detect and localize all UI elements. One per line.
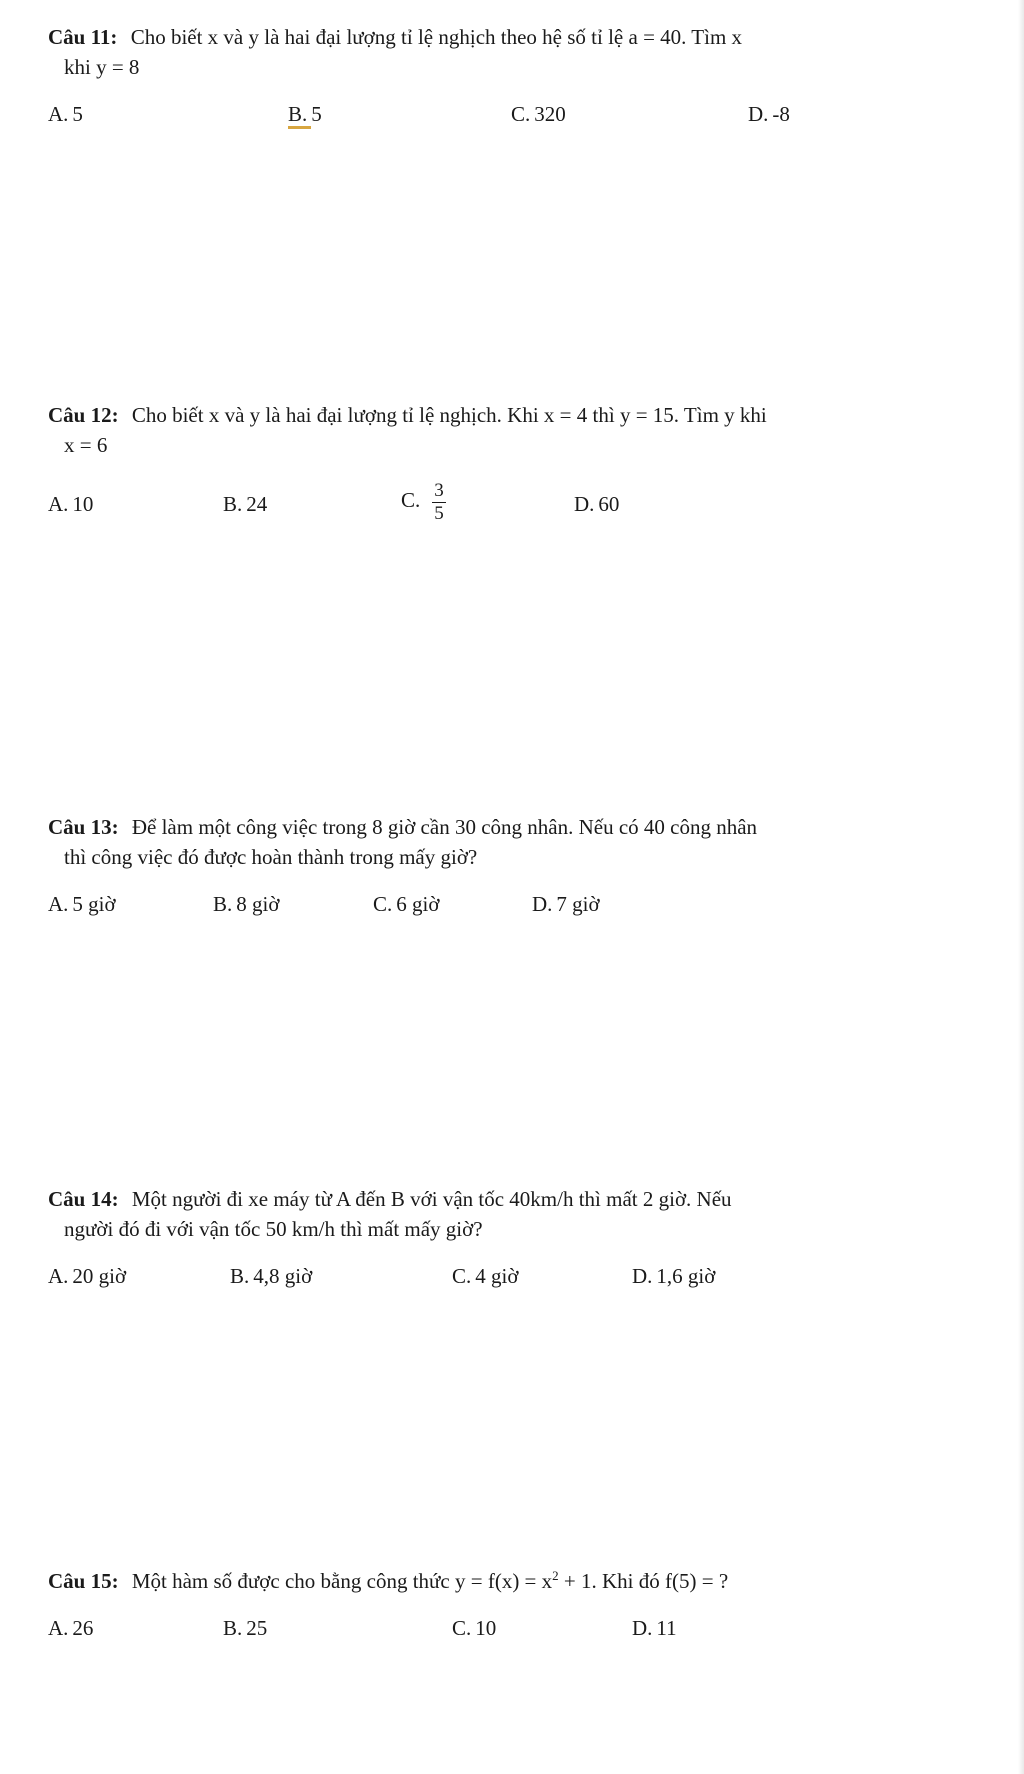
option-value: 24 (246, 492, 268, 516)
option-value: 4,8 giờ (253, 1264, 313, 1288)
option-letter: A. (48, 1616, 69, 1640)
option-b[interactable] (230, 1264, 312, 1289)
question-label: Câu 13: (48, 815, 119, 839)
option-value: 10 (475, 1616, 497, 1640)
option-letter: C. (373, 892, 393, 916)
option-letter: D. (574, 492, 595, 516)
option-c[interactable] (452, 1264, 518, 1289)
answer-options (48, 1616, 978, 1656)
option-letter: B. (288, 102, 308, 126)
option-c[interactable] (511, 102, 566, 127)
option-c[interactable] (452, 1616, 496, 1641)
answer-options (48, 892, 978, 932)
option-c[interactable] (373, 892, 439, 917)
option-letter: A. (48, 1264, 69, 1288)
question-11 (48, 22, 978, 142)
option-letter: B. (223, 492, 243, 516)
option-value: 20 giờ (72, 1264, 127, 1288)
option-value: 320 (534, 102, 566, 126)
option-value: 10 (72, 492, 94, 516)
option-b[interactable] (288, 102, 322, 127)
option-value: 7 giờ (556, 892, 600, 916)
option-letter: C. (452, 1616, 472, 1640)
page-edge-shadow (1018, 0, 1024, 1774)
option-d[interactable] (574, 492, 619, 517)
option-letter: B. (213, 892, 233, 916)
option-letter: D. (748, 102, 769, 126)
answer-underline (288, 102, 311, 129)
option-value: 1,6 giờ (656, 1264, 716, 1288)
question-label: Câu 14: (48, 1187, 119, 1211)
answer-options (48, 480, 978, 540)
option-b[interactable] (223, 1616, 267, 1641)
option-d[interactable] (632, 1616, 677, 1641)
answer-options (48, 102, 978, 142)
option-value: 6 giờ (396, 892, 440, 916)
option-letter: A. (48, 892, 69, 916)
option-a[interactable] (48, 102, 83, 127)
exponent: 2 (552, 1568, 559, 1583)
option-letter: D. (632, 1616, 653, 1640)
question-label: Câu 12: (48, 403, 119, 427)
question-text-continued: x = 6 (64, 433, 108, 457)
question-text-continued: người đó đi với vận tốc 50 km/h thì mất mấy giờ? (64, 1217, 483, 1241)
option-a[interactable] (48, 492, 93, 517)
option-a[interactable] (48, 1616, 93, 1641)
option-a[interactable] (48, 892, 116, 917)
option-value: 11 (656, 1616, 677, 1640)
option-b[interactable] (223, 492, 267, 517)
question-14 (48, 1184, 978, 1304)
option-value: -8 (772, 102, 790, 126)
fraction-denominator: 5 (434, 503, 444, 524)
question-text: Một người đi xe máy từ A đến B với vận tốc 40km/h thì mất 2 giờ. Nếu (131, 1187, 732, 1211)
question-text-continued: thì công việc đó được hoàn thành trong mấy giờ? (64, 845, 478, 869)
question-12 (48, 400, 978, 540)
option-value: 60 (598, 492, 620, 516)
option-letter: A. (48, 102, 69, 126)
option-b[interactable] (213, 892, 279, 917)
question-text: Một hàm số được cho bằng công thức y = f(x) = x (131, 1569, 553, 1593)
option-c[interactable] (401, 480, 446, 525)
option-value: 5 giờ (72, 892, 116, 916)
option-d[interactable] (748, 102, 790, 127)
question-text: Cho biết x và y là hai đại lượng tỉ lệ nghịch. Khi x = 4 thì y = 15. Tìm y khi (131, 403, 767, 427)
option-letter: A. (48, 492, 69, 516)
question-text: Để làm một công việc trong 8 giờ cần 30 công nhân. Nếu có 40 công nhân (131, 815, 758, 839)
option-letter: C. (401, 488, 421, 513)
question-label: Câu 11: (48, 25, 118, 49)
option-value: 5 (72, 102, 83, 126)
option-d[interactable] (532, 892, 600, 917)
question-15 (48, 1561, 978, 1656)
option-letter: C. (511, 102, 531, 126)
option-value: 5 (311, 102, 322, 126)
option-d[interactable] (632, 1264, 715, 1289)
option-letter: C. (452, 1264, 472, 1288)
fraction-numerator: 3 (434, 480, 444, 501)
option-value: 25 (246, 1616, 268, 1640)
question-text-continued: khi y = 8 (64, 55, 140, 79)
option-letter: D. (632, 1264, 653, 1288)
option-letter: B. (223, 1616, 243, 1640)
option-value: 4 giờ (475, 1264, 519, 1288)
question-text-end: + 1. Khi đó f(5) = ? (558, 1569, 729, 1593)
option-letter: B. (230, 1264, 250, 1288)
question-text: Cho biết x và y là hai đại lượng tỉ lệ nghịch theo hệ số tỉ lệ a = 40. Tìm x (130, 25, 743, 49)
question-label: Câu 15: (48, 1569, 119, 1593)
option-letter: D. (532, 892, 553, 916)
option-a[interactable] (48, 1264, 126, 1289)
fraction (432, 480, 446, 525)
question-13 (48, 812, 978, 932)
option-value: 8 giờ (236, 892, 280, 916)
option-value: 26 (72, 1616, 94, 1640)
answer-options (48, 1264, 978, 1304)
